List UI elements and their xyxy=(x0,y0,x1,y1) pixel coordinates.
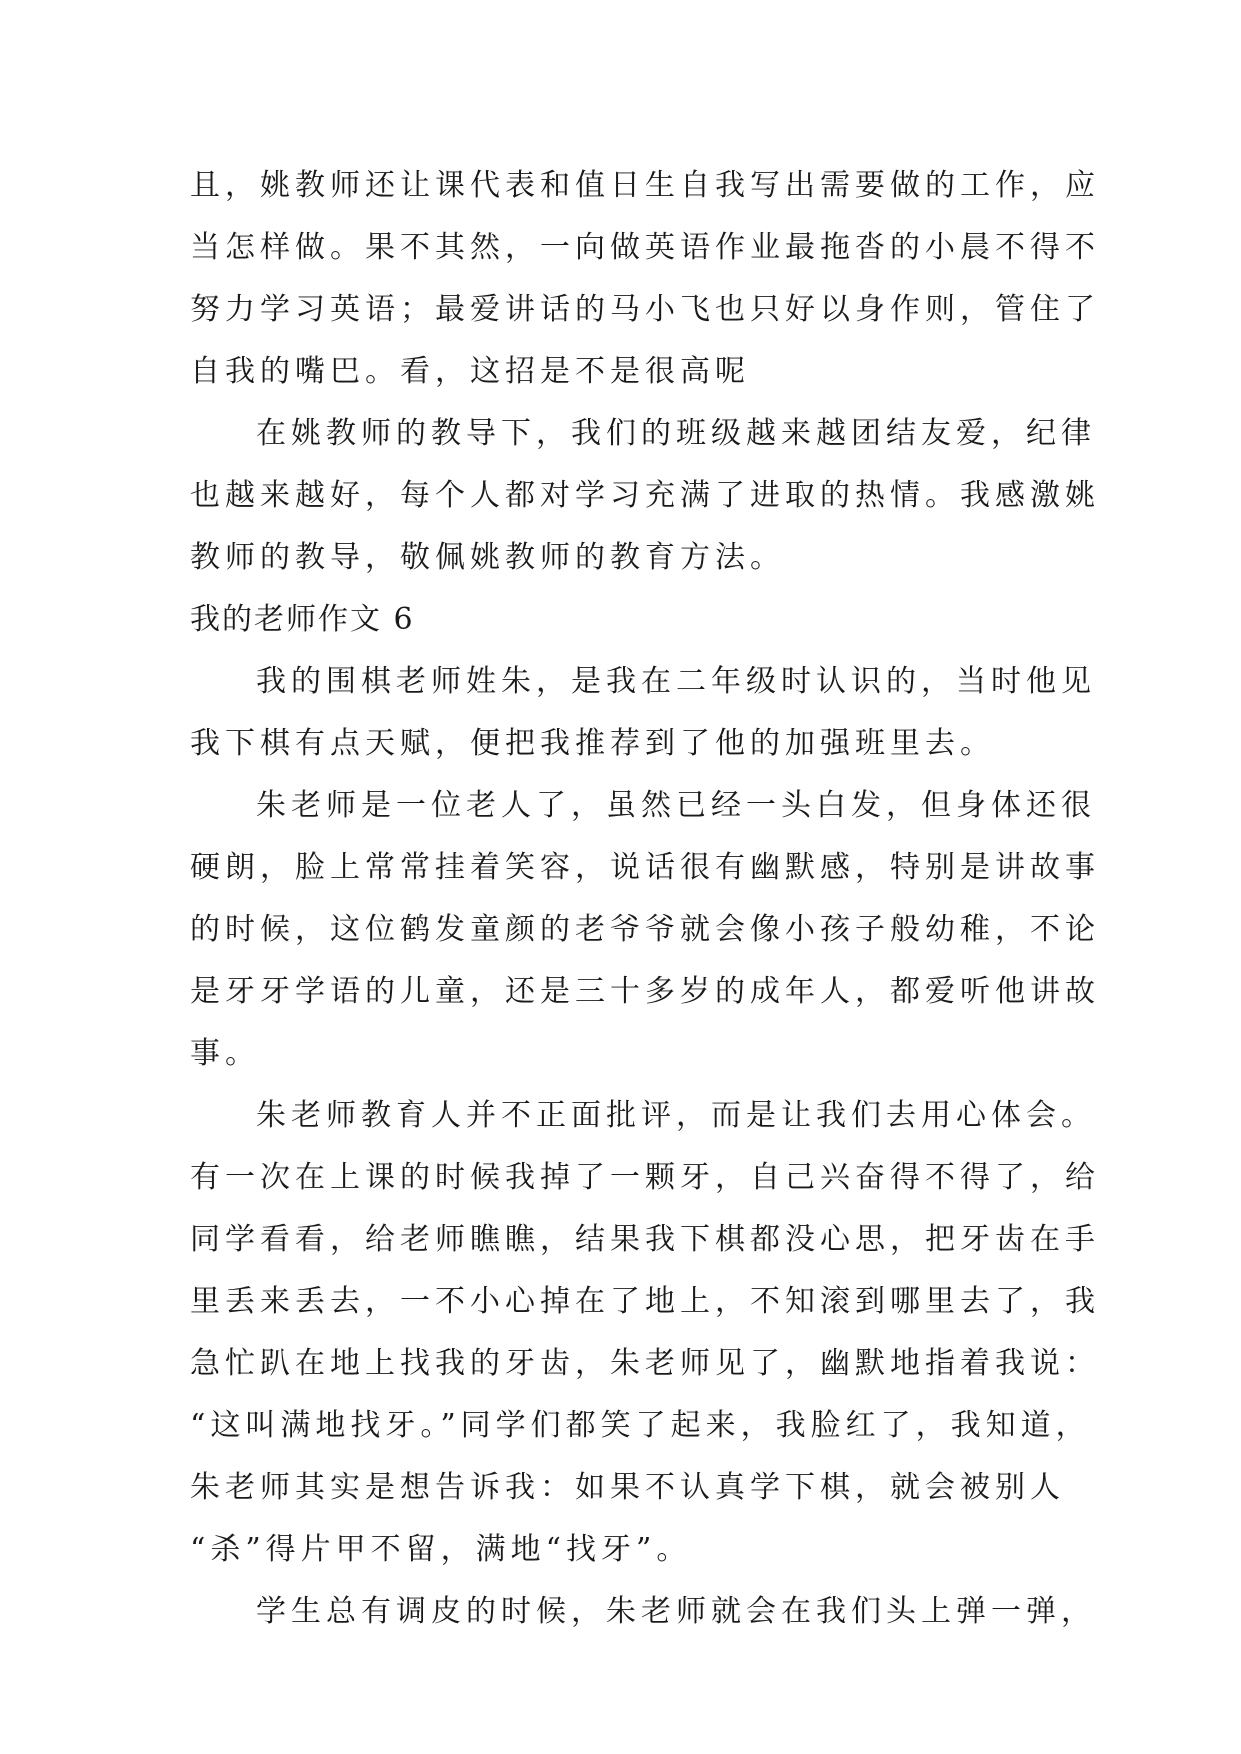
text-line: 我下棋有点天赋，便把我推荐到了他的加强班里去。 xyxy=(190,726,995,761)
text-line: “杀”得片甲不留，满地“找牙”。 xyxy=(190,1532,692,1567)
paragraph-start-line: 朱老师是一位老人了，虽然已经一头白发，但身体还很 xyxy=(256,788,1096,823)
paragraph-start-line: 学生总有调皮的时候，朱老师就会在我们头上弹一弹， xyxy=(256,1594,1096,1629)
text-line: 硬朗，脸上常常挂着笑容，说话很有幽默感，特别是讲故事 xyxy=(190,850,1100,885)
text-line: 事。 xyxy=(190,1036,260,1071)
essay-text xyxy=(190,155,1100,1643)
text-line: 且，姚教师还让课代表和值日生自我写出需要做的工作，应 xyxy=(190,168,1100,203)
text-line: 教师的教导，敬佩姚教师的教育方法。 xyxy=(190,540,785,575)
text-line: 有一次在上课的时候我掉了一颗牙，自己兴奋得不得了，给 xyxy=(190,1160,1100,1195)
section-heading: 我的老师作文 6 xyxy=(190,602,415,637)
text-line: 里丢来丢去，一不小心掉在了地上，不知滚到哪里去了，我 xyxy=(190,1284,1100,1319)
text-line: 的时候，这位鹤发童颜的老爷爷就会像小孩子般幼稚，不论 xyxy=(190,912,1100,947)
paragraph-start-line: 在姚教师的教导下，我们的班级越来越团结友爱，纪律 xyxy=(256,416,1096,451)
text-line: 同学看看，给老师瞧瞧，结果我下棋都没心思，把牙齿在手 xyxy=(190,1222,1100,1257)
text-line: 自我的嘴巴。看，这招是不是很高呢 xyxy=(190,354,750,389)
text-line: 努力学习英语；最爱讲话的马小飞也只好以身作则，管住了 xyxy=(190,292,1100,327)
paragraph-start-line: 朱老师教育人并不正面批评，而是让我们去用心体会。 xyxy=(256,1098,1096,1133)
text-line: “这叫满地找牙。”同学们都笑了起来，我脸红了，我知道， xyxy=(190,1408,1091,1443)
text-line: 也越来越好，每个人都对学习充满了进取的热情。我感激姚 xyxy=(190,478,1100,513)
text-line: 是牙牙学语的儿童，还是三十多岁的成年人，都爱听他讲故 xyxy=(190,974,1100,1009)
text-line: 朱老师其实是想告诉我：如果不认真学下棋，就会被别人 xyxy=(190,1470,1065,1505)
text-line: 急忙趴在地上找我的牙齿，朱老师见了，幽默地指着我说： xyxy=(190,1346,1100,1381)
text-line: 当怎样做。果不其然，一向做英语作业最拖沓的小晨不得不 xyxy=(190,230,1100,265)
paragraph-start-line: 我的围棋老师姓朱，是我在二年级时认识的，当时他见 xyxy=(256,664,1096,699)
